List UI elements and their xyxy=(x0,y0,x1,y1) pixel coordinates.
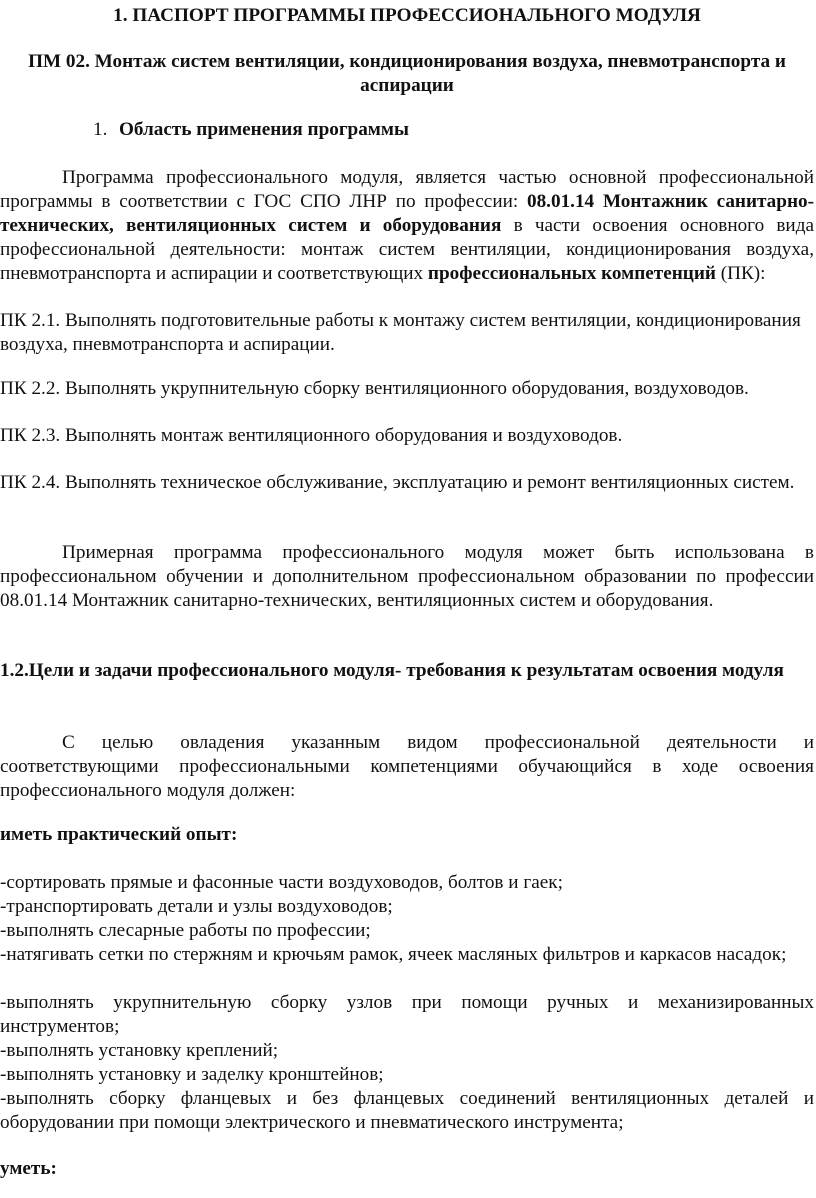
experience-item: -выполнять установку и заделку кронштейнов; xyxy=(0,1064,384,1085)
experience-item: -натягивать сетки по стержням и крючьям рамок, ячеек масляных фильтров и каркасов насадок; xyxy=(0,944,787,965)
intro-paragraph xyxy=(0,166,814,286)
goal-paragraph: С целью овладения указанным видом профессиональной деятельности и соответствующими профессиональными компетенциями обучающийся в ходе освоения профессионального модуля должен: xyxy=(0,732,814,801)
competency-item: ПК 2.4. Выполнять техническое обслуживание, эксплуатацию и ремонт вентиляционных систем. xyxy=(0,472,795,493)
experience-item: -выполнять установку креплений; xyxy=(0,1040,279,1061)
competency-item: ПК 2.2. Выполнять укрупнительную сборку вентиляционного оборудования, воздуховодов. xyxy=(0,378,749,399)
section-1-number: 1. xyxy=(93,119,108,140)
intro-text-4: в части освоения основного вида профессиональной деятельности: монтаж систем вентиляции, кондиционирования воздуха, пневмотранспорта и аспирации и соответствующих xyxy=(0,215,814,284)
experience-item: -выполнять слесарные работы по профессии; xyxy=(0,920,371,941)
competency-item: ПК 2.1. Выполнять подготовительные работы к монтажу систем вентиляции, кондиционирования воздуха, пневмотранспорта и аспирации. xyxy=(0,310,801,355)
section-1-heading xyxy=(93,118,409,142)
intro-text-6: (ПК): xyxy=(715,263,766,284)
competencies-term: профессиональных компетенций xyxy=(427,263,716,284)
intro-text-1: Программа профессионального модуля xyxy=(62,167,399,188)
section-1-title: Область применения программы xyxy=(119,119,409,140)
competency-item: ПК 2.3. Выполнять монтаж вентиляционного оборудования и воздуховодов. xyxy=(0,425,623,446)
document-heading: 1. ПАСПОРТ ПРОГРАММЫ ПРОФЕССИОНАЛЬНОГО МОДУЛЯ xyxy=(113,5,701,26)
section-2-title: 1.2.Цели и задачи профессионального модуля- требования к результатам освоения модуля xyxy=(0,660,784,681)
module-title: ПМ 02. Монтаж систем вентиляции, кондиционирования воздуха, пневмотранспорта и аспирации xyxy=(28,51,786,96)
skills-label: уметь: xyxy=(0,1158,57,1179)
experience-item: -выполнять укрупнительную сборку узлов при помощи ручных и механизированных инструментов; xyxy=(0,992,814,1037)
experience-item: -транспортировать детали и узлы воздуховодов; xyxy=(0,896,393,917)
sample-program-paragraph: Примерная программа профессионального модуля может быть использована в профессиональном обучении и дополнительном профессиональном образовании по профессии 08.01.14 Монтажник санитарно-технических, вентиляционных систем и оборудования. xyxy=(0,542,814,611)
experience-item: -сортировать прямые и фасонные части воздуховодов, болтов и гаек; xyxy=(0,872,563,893)
experience-item: -выполнять сборку фланцевых и без фланцевых соединений вентиляционных деталей и оборудовании при помощи электрического и пневматического инструмента; xyxy=(0,1088,814,1133)
profession-name: 08.01.14 Монтажник санитарно-технических, вентиляционных систем и оборудования xyxy=(0,191,814,236)
experience-label: иметь практический опыт: xyxy=(0,824,238,845)
intro-text-2: , является частью основной профессиональной программы в соответствии с ГОС СПО ЛНР по профессии: xyxy=(0,167,814,212)
